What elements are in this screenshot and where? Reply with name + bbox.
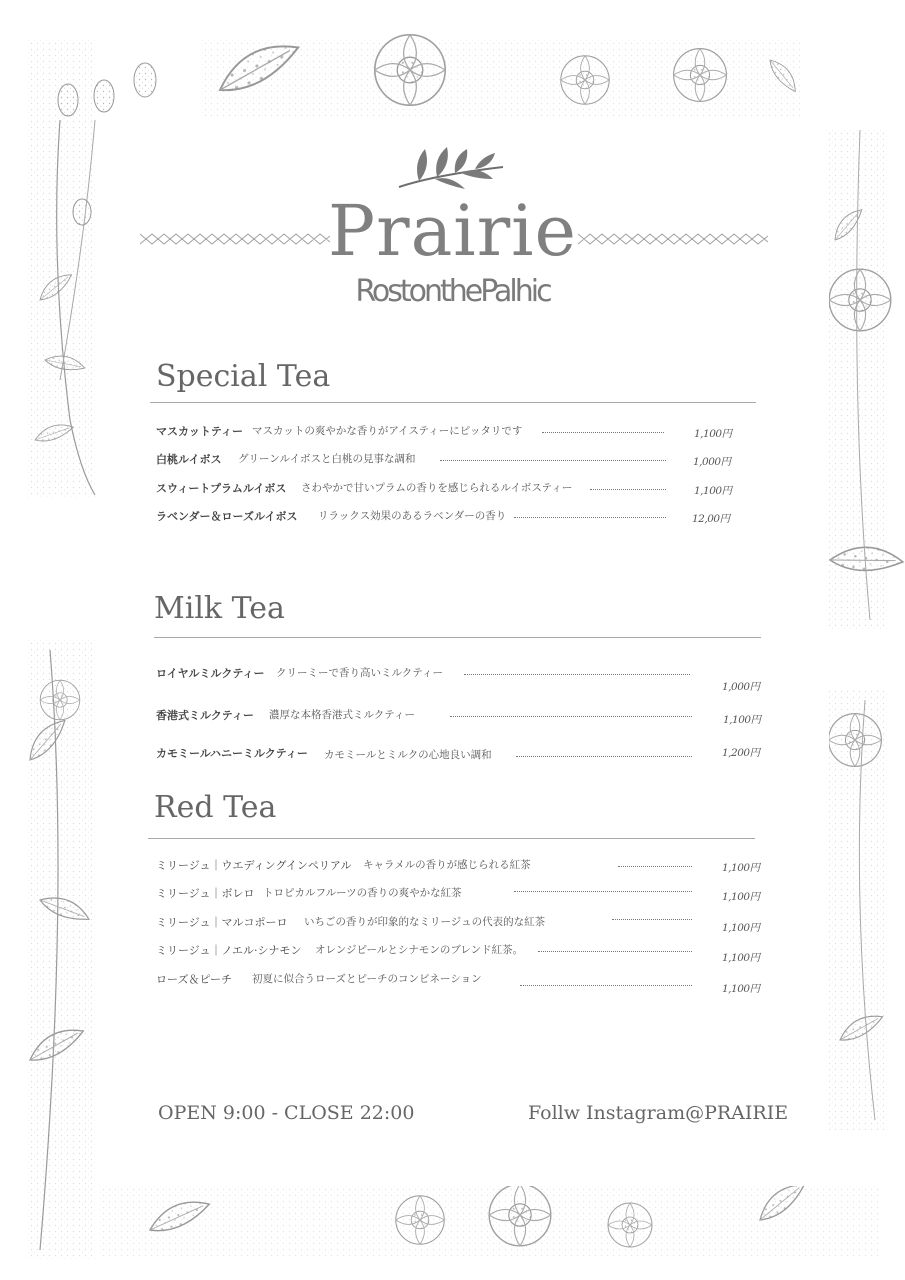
opening-hours: OPEN 9:00 - CLOSE 22:00 bbox=[158, 1102, 415, 1124]
menu-item bbox=[156, 707, 766, 731]
item-price: 1,100円 bbox=[722, 891, 760, 903]
leader-dots bbox=[516, 756, 692, 757]
menu-item bbox=[156, 857, 766, 877]
section-rule bbox=[148, 838, 755, 839]
item-name: マスカットティー bbox=[156, 425, 244, 438]
menu-item bbox=[156, 745, 766, 769]
menu-item bbox=[156, 914, 766, 940]
item-price: 1,100円 bbox=[722, 952, 760, 964]
leader-dots bbox=[590, 489, 666, 490]
item-description: トロピカルフルーツの香りの爽やかな紅茶 bbox=[263, 887, 462, 899]
leader-dots bbox=[440, 460, 666, 461]
section-rule bbox=[150, 402, 756, 403]
item-price: 1,200円 bbox=[722, 747, 760, 759]
item-name: ミリージュ｜ウエディングインペリアル bbox=[156, 859, 352, 872]
item-name: スウィートプラムルイボス bbox=[156, 482, 287, 495]
section-title-special-tea: Special Tea bbox=[156, 359, 331, 394]
menu-item bbox=[156, 423, 736, 443]
item-name: ラベンダー＆ローズルイボス bbox=[156, 510, 298, 523]
item-description: 濃厚な本格香港式ミルクティー bbox=[269, 709, 415, 721]
item-price: 1,000円 bbox=[693, 456, 731, 468]
item-price: 1,100円 bbox=[722, 922, 760, 934]
leader-dots bbox=[514, 891, 692, 892]
leader-dots bbox=[542, 432, 664, 433]
item-description: いちごの香りが印象的なミリージュの代表的な紅茶 bbox=[304, 916, 546, 928]
item-name: ロイヤルミルクティー bbox=[156, 667, 265, 680]
section-rule bbox=[154, 637, 761, 638]
item-price: 12,00円 bbox=[692, 513, 730, 525]
menu-item bbox=[156, 665, 766, 695]
item-price: 1,100円 bbox=[694, 428, 732, 440]
menu-item bbox=[156, 508, 736, 528]
menu-item bbox=[156, 480, 736, 500]
item-price: 1,100円 bbox=[722, 983, 760, 995]
item-name: ミリージュ｜マルコポーロ bbox=[156, 916, 288, 929]
item-price: 1,000円 bbox=[722, 681, 760, 693]
item-name: カモミールハニーミルクティー bbox=[156, 747, 308, 760]
leader-dots bbox=[520, 985, 692, 986]
item-description: クリーミーで香り高いミルクティー bbox=[276, 667, 443, 679]
instagram-handle: Follw Instagram@PRAIRIE bbox=[528, 1102, 789, 1124]
item-description: マスカットの爽やかな香りがアイスティーにピッタリです bbox=[252, 425, 523, 437]
item-description: 初夏に似合うローズとピーチのコンビネーション bbox=[252, 973, 482, 985]
item-description: グリーンルイボスと白桃の見事な調和 bbox=[238, 453, 416, 465]
section-title-red-tea: Red Tea bbox=[154, 790, 277, 825]
leader-dots bbox=[450, 716, 692, 717]
item-name: 白桃ルイボス bbox=[156, 453, 222, 466]
menu-item bbox=[156, 971, 766, 999]
leader-dots bbox=[612, 919, 692, 920]
menu-item bbox=[156, 885, 766, 911]
item-price: 1,100円 bbox=[723, 714, 761, 726]
brand-title: Prairie bbox=[328, 190, 577, 272]
item-name: ローズ＆ピーチ bbox=[156, 973, 233, 986]
item-description: さわやかで甘いプラムの香りを感じられるルイボスティー bbox=[301, 482, 573, 494]
item-price: 1,100円 bbox=[722, 862, 760, 874]
item-description: オレンジピールとシナモンのブレンド紅茶。 bbox=[315, 944, 524, 956]
leader-dots bbox=[538, 951, 692, 952]
item-description: カモミールとミルクの心地良い調和 bbox=[324, 749, 492, 761]
brand-subtitle: RostonthePalhic bbox=[355, 274, 550, 309]
item-name: 香港式ミルクティー bbox=[156, 709, 254, 722]
menu-item bbox=[156, 942, 766, 968]
leader-dots bbox=[464, 674, 690, 675]
item-name: ミリージュ｜ボレロ bbox=[156, 887, 255, 900]
section-title-milk-tea: Milk Tea bbox=[154, 591, 285, 626]
leader-dots bbox=[618, 866, 692, 867]
item-description: キャラメルの香りが感じられる紅茶 bbox=[363, 859, 531, 871]
leader-dots bbox=[514, 517, 666, 518]
item-description: リラックス効果のあるラベンダーの香り bbox=[318, 510, 507, 522]
item-name: ミリージュ｜ノエル·シナモン bbox=[156, 944, 302, 957]
item-price: 1,100円 bbox=[694, 485, 732, 497]
menu-item bbox=[156, 451, 736, 471]
